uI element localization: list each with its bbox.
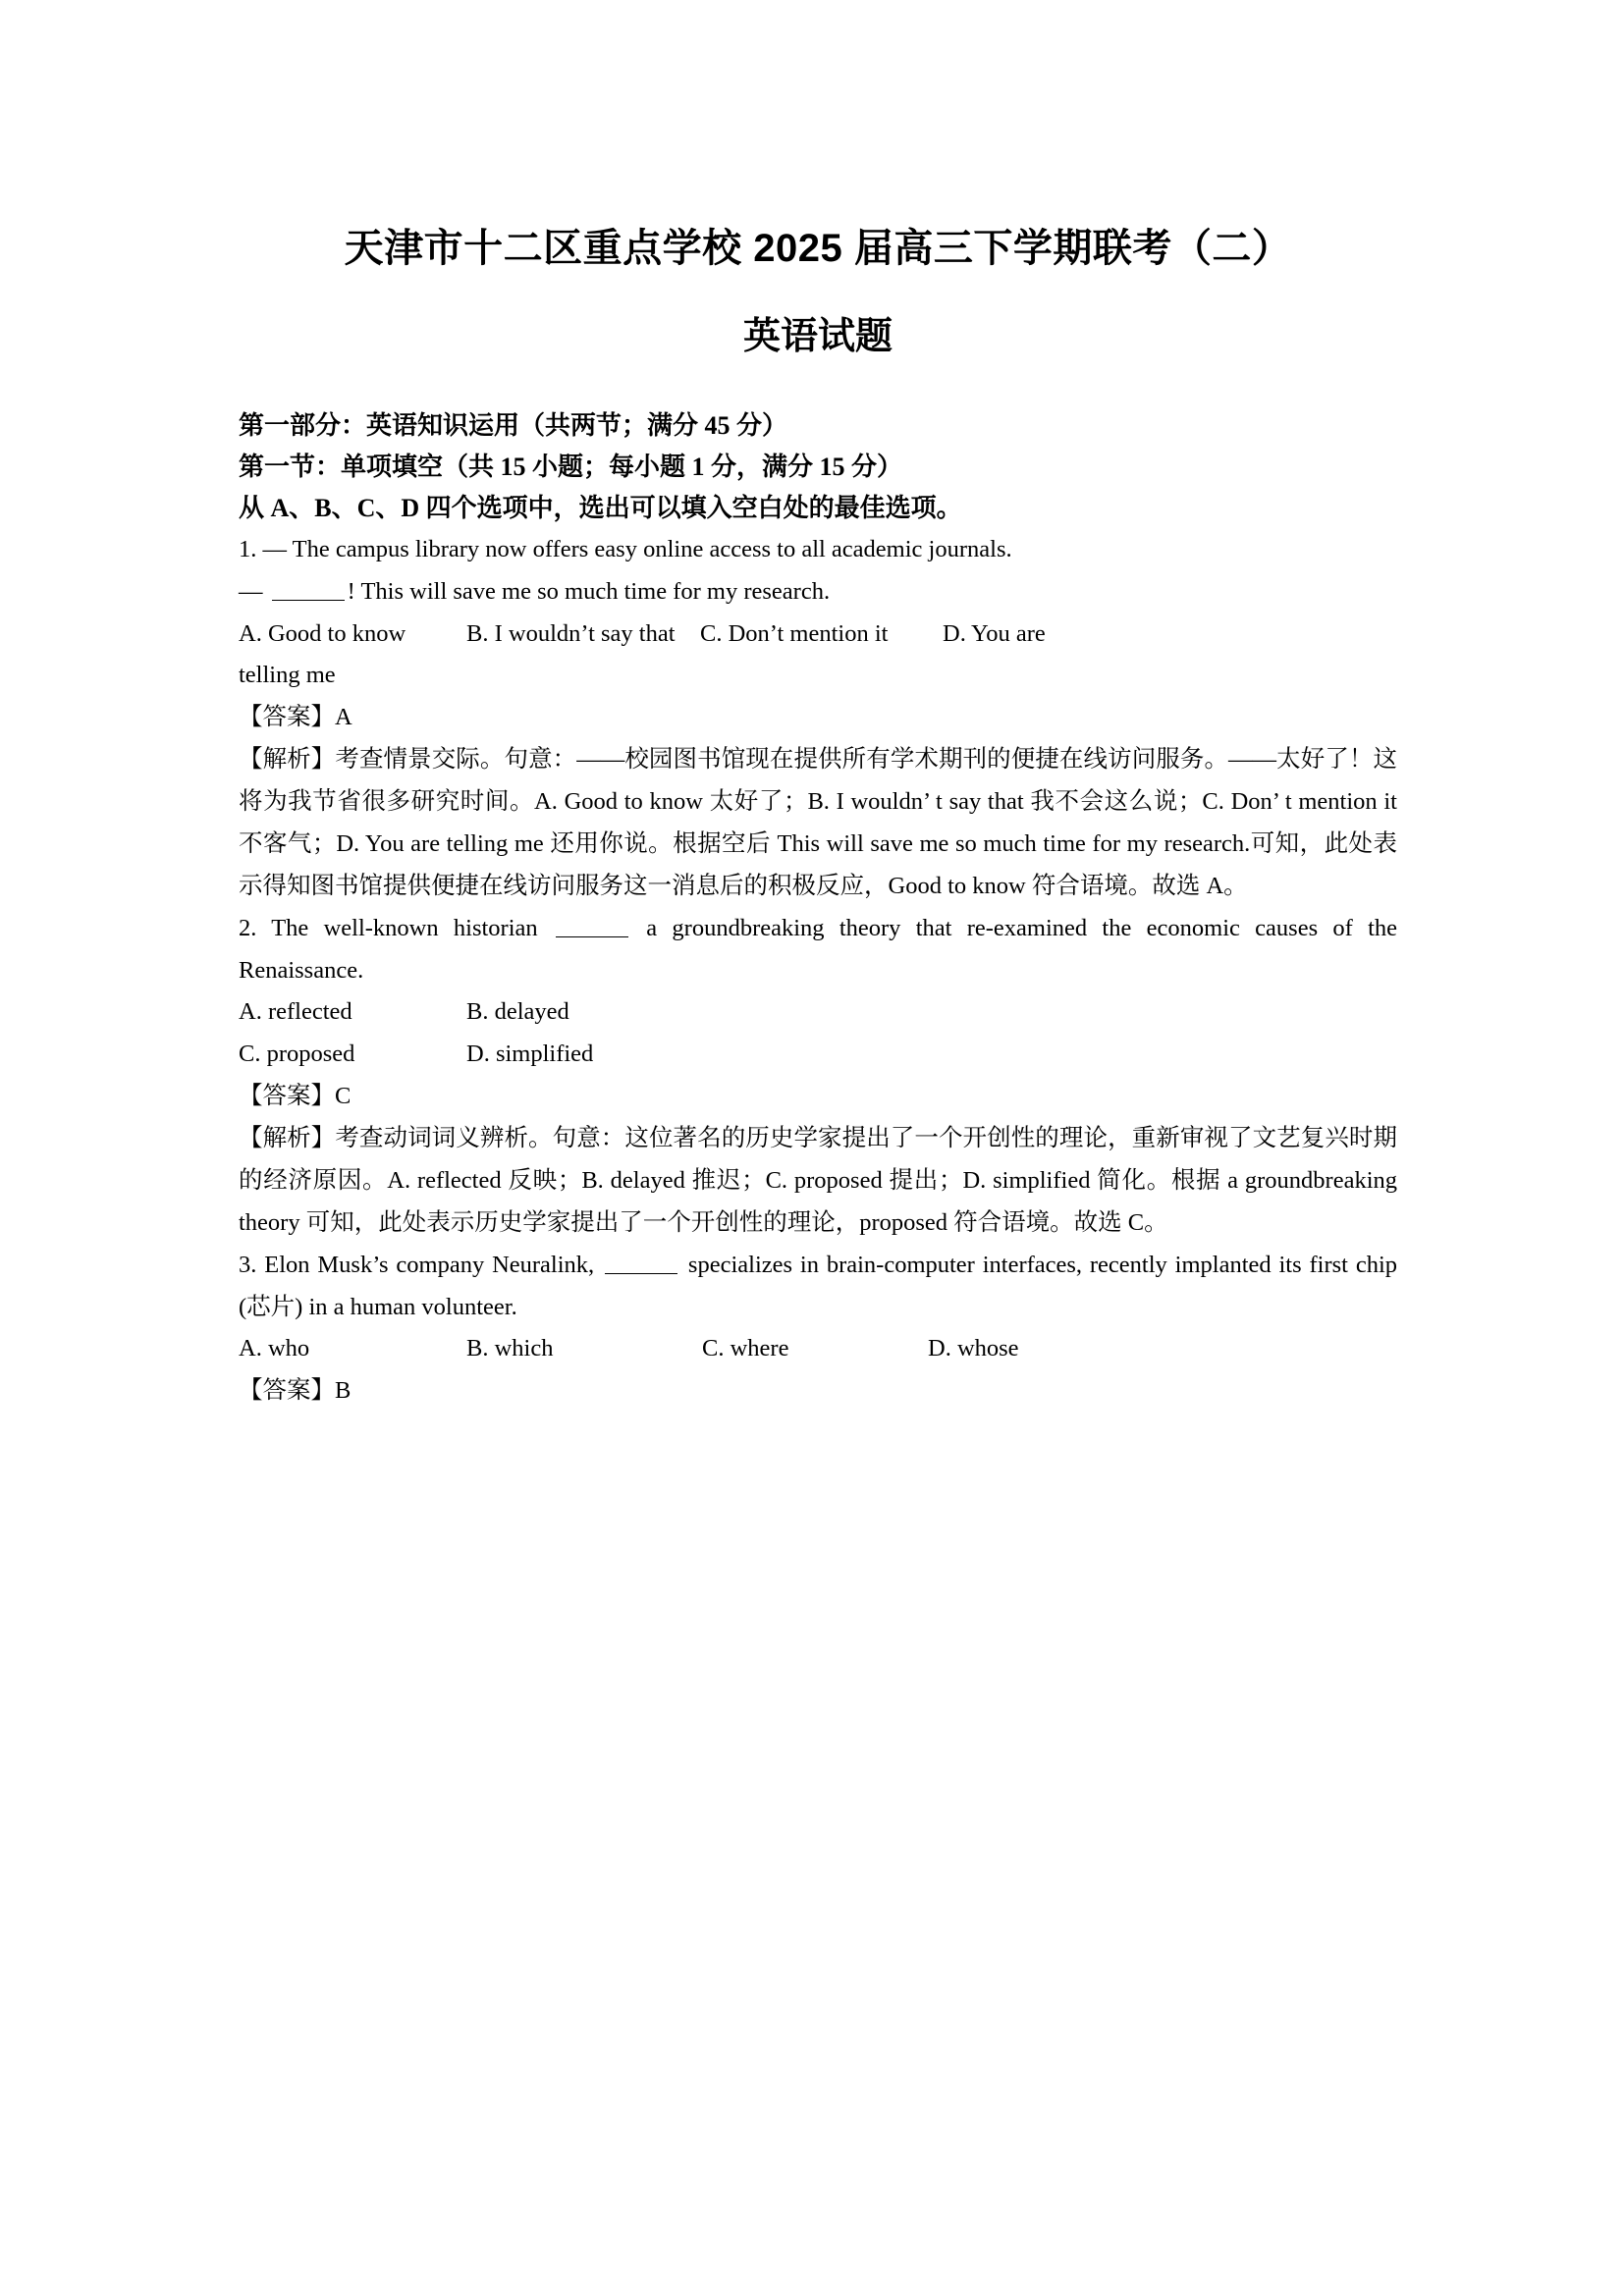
- question-3-options: [239, 1328, 1397, 1370]
- question-3-stem-pre: Elon Musk’s company Neuralink,: [264, 1251, 595, 1278]
- question-1-options: [239, 614, 1397, 656]
- answer-label: 【答案】: [239, 704, 335, 731]
- question-1-dash: —: [239, 577, 263, 605]
- option-d[interactable]: D. simplified: [466, 1041, 594, 1068]
- explanation-text: 考查情景交际。句意：——校园图书馆现在提供所有学术期刊的便捷在线访问服务。——太好了！这将为我节省很多研究时间。A. Good to know 太好了；B. I wouldn’ t say that 我不会这么说；C. Don’ t mention it 不客气；D. You are telling me 还用你说。根据空后 This will save me so much time for my research.可知，此处表示得知图书馆提供便捷在线访问服务这一消息后的积极反应，Good to know 符合语境。故选 A。: [239, 746, 1397, 899]
- question-1-stem-line1: [239, 529, 1397, 571]
- explanation-text: 考查动词词义辨析。句意：这位著名的历史学家提出了一个开创性的理论，重新审视了文艺复兴时期的经济原因。A. reflected 反映；B. delayed 推迟；C. proposed 提出；D. simplified 简化。根据 a groundbreaking theory 可知，此处表示历史学家提出了一个开创性的理论，proposed 符合语境。故选 C。: [239, 1125, 1397, 1236]
- option-a[interactable]: A. reflected: [239, 998, 352, 1026]
- answer-label: 【答案】: [239, 1377, 335, 1405]
- question-1-stem-line2-text: ! This will save me so much time for my research.: [347, 577, 831, 605]
- section-part-one: 第一部分：英语知识运用（共两节；满分 45 分）: [239, 410, 788, 440]
- option-b[interactable]: B. I wouldn’t say that: [466, 619, 676, 647]
- question-2-number: 2.: [239, 914, 257, 941]
- option-a[interactable]: A. Good to know: [239, 619, 406, 647]
- question-2-answer: [239, 1076, 1397, 1118]
- question-1-answer: [239, 697, 1397, 739]
- option-d[interactable]: D. You are: [943, 619, 1046, 647]
- option-a[interactable]: A. who: [239, 1335, 310, 1362]
- page-subtitle: 英语试题: [742, 316, 893, 357]
- section-instruction: 从 A、B、C、D 四个选项中，选出可以填入空白处的最佳选项。: [239, 493, 962, 522]
- section-section-one: 第一节：单项填空（共 15 小题；每小题 1 分，满分 15 分）: [239, 452, 903, 481]
- question-2-explanation: [239, 1118, 1397, 1245]
- question-3-blank[interactable]: [605, 1273, 677, 1274]
- explanation-label: 【解析】: [239, 1125, 336, 1152]
- document-content: [239, 0, 1397, 1413]
- option-c[interactable]: C. proposed: [239, 1041, 355, 1068]
- question-2-blank[interactable]: [556, 936, 628, 937]
- question-3-stem-post: specializes in brain-computer interfaces, recently implanted its first chip (芯片) in a human volunteer.: [239, 1251, 1398, 1320]
- question-1-explanation: [239, 739, 1397, 908]
- question-1-stem-text: — The campus library now offers easy online access to all academic journals.: [262, 535, 1012, 562]
- answer-label: 【答案】: [239, 1083, 335, 1110]
- page-title: 天津市十二区重点学校 2025 届高三下学期联考（二）: [344, 227, 1292, 270]
- option-c[interactable]: C. where: [702, 1335, 789, 1362]
- question-3-number: 3.: [239, 1251, 257, 1278]
- option-c[interactable]: C. Don’t mention it: [700, 619, 889, 647]
- question-1-option-overflow: telling me: [239, 662, 336, 689]
- question-2-stem-post: a groundbreaking theory that re-examined the economic causes of the Renaissance.: [239, 914, 1398, 984]
- question-3-answer: [239, 1370, 1397, 1413]
- question-2-options-row-2: [239, 1034, 1397, 1076]
- explanation-label: 【解析】: [239, 746, 336, 774]
- answer-value: B: [335, 1377, 352, 1405]
- question-3-stem: [239, 1245, 1397, 1329]
- question-1-stem-line2: [239, 571, 1397, 614]
- question-1-number: 1.: [239, 535, 257, 562]
- question-2-options-row-1: [239, 991, 1397, 1034]
- option-b[interactable]: B. which: [466, 1335, 554, 1362]
- question-2-stem-pre: The well-known historian: [271, 914, 538, 941]
- option-b[interactable]: B. delayed: [466, 998, 569, 1026]
- answer-value: A: [335, 704, 352, 731]
- question-1-blank[interactable]: [272, 600, 345, 601]
- question-2-stem: [239, 908, 1397, 992]
- answer-value: C: [335, 1083, 352, 1110]
- option-d[interactable]: D. whose: [928, 1335, 1019, 1362]
